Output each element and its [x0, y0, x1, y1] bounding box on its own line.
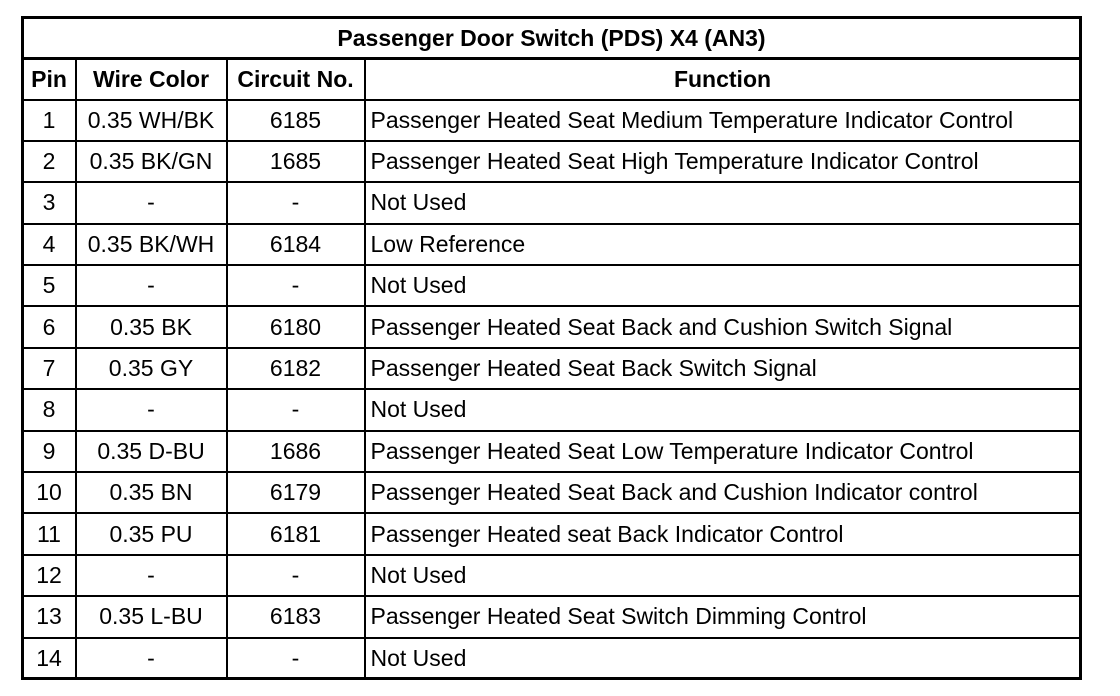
table-row	[23, 141, 1081, 182]
function-cell: Not Used	[365, 638, 1081, 679]
wire-color-cell: 0.35 GY	[76, 348, 227, 389]
table-row	[23, 555, 1081, 596]
pin-cell: 4	[23, 224, 76, 265]
connector-pinout-table-frame	[21, 16, 1082, 680]
table-body	[23, 100, 1081, 680]
pin-cell: 9	[23, 431, 76, 472]
pin-cell: 12	[23, 555, 76, 596]
circuit-cell: 1686	[227, 431, 365, 472]
wire-color-cell: 0.35 BN	[76, 472, 227, 513]
table-header-row	[23, 59, 1081, 100]
table-row	[23, 265, 1081, 306]
function-cell: Not Used	[365, 389, 1081, 430]
header-pin: Pin	[23, 59, 76, 100]
table-row	[23, 389, 1081, 430]
circuit-cell: 6180	[227, 306, 365, 347]
wire-color-cell: 0.35 BK	[76, 306, 227, 347]
pin-cell: 13	[23, 596, 76, 637]
function-cell: Passenger Heated Seat Switch Dimming Control	[365, 596, 1081, 637]
circuit-cell: -	[227, 555, 365, 596]
table-row	[23, 431, 1081, 472]
table-row	[23, 513, 1081, 554]
pin-cell: 2	[23, 141, 76, 182]
pin-cell: 8	[23, 389, 76, 430]
pin-cell: 14	[23, 638, 76, 679]
table-row	[23, 100, 1081, 141]
wire-color-cell: -	[76, 265, 227, 306]
function-cell: Passenger Heated Seat Back and Cushion Indicator control	[365, 472, 1081, 513]
pin-cell: 5	[23, 265, 76, 306]
header-circuit-no: Circuit No.	[227, 59, 365, 100]
function-cell: Not Used	[365, 182, 1081, 223]
pin-cell: 1	[23, 100, 76, 141]
wire-color-cell: 0.35 D-BU	[76, 431, 227, 472]
table-row	[23, 638, 1081, 679]
circuit-cell: -	[227, 265, 365, 306]
pin-cell: 11	[23, 513, 76, 554]
circuit-cell: 1685	[227, 141, 365, 182]
circuit-cell: 6185	[227, 100, 365, 141]
pin-cell: 3	[23, 182, 76, 223]
wire-color-cell: 0.35 BK/WH	[76, 224, 227, 265]
function-cell: Passenger Heated Seat Back and Cushion Switch Signal	[365, 306, 1081, 347]
wire-color-cell: -	[76, 555, 227, 596]
circuit-cell: -	[227, 182, 365, 223]
wire-color-cell: -	[76, 182, 227, 223]
function-cell: Passenger Heated Seat High Temperature Indicator Control	[365, 141, 1081, 182]
table-title-row	[23, 18, 1081, 59]
function-cell: Passenger Heated Seat Low Temperature Indicator Control	[365, 431, 1081, 472]
function-cell: Passenger Heated Seat Back Switch Signal	[365, 348, 1081, 389]
pin-cell: 10	[23, 472, 76, 513]
table-row	[23, 224, 1081, 265]
circuit-cell: 6179	[227, 472, 365, 513]
wire-color-cell: 0.35 WH/BK	[76, 100, 227, 141]
table-row	[23, 472, 1081, 513]
circuit-cell: 6182	[227, 348, 365, 389]
table-row	[23, 306, 1081, 347]
function-cell: Passenger Heated seat Back Indicator Control	[365, 513, 1081, 554]
circuit-cell: 6181	[227, 513, 365, 554]
header-wire-color: Wire Color	[76, 59, 227, 100]
wire-color-cell: -	[76, 638, 227, 679]
table-row	[23, 182, 1081, 223]
function-cell: Not Used	[365, 555, 1081, 596]
wire-color-cell: 0.35 PU	[76, 513, 227, 554]
circuit-cell: -	[227, 638, 365, 679]
table-row	[23, 596, 1081, 637]
header-function: Function	[365, 59, 1081, 100]
table-row	[23, 348, 1081, 389]
wire-color-cell: -	[76, 389, 227, 430]
table-title: Passenger Door Switch (PDS) X4 (AN3)	[23, 18, 1081, 59]
circuit-cell: 6184	[227, 224, 365, 265]
connector-pinout-table	[21, 16, 1082, 680]
function-cell: Passenger Heated Seat Medium Temperature Indicator Control	[365, 100, 1081, 141]
wire-color-cell: 0.35 BK/GN	[76, 141, 227, 182]
pin-cell: 6	[23, 306, 76, 347]
circuit-cell: 6183	[227, 596, 365, 637]
pin-cell: 7	[23, 348, 76, 389]
wire-color-cell: 0.35 L-BU	[76, 596, 227, 637]
function-cell: Not Used	[365, 265, 1081, 306]
circuit-cell: -	[227, 389, 365, 430]
function-cell: Low Reference	[365, 224, 1081, 265]
